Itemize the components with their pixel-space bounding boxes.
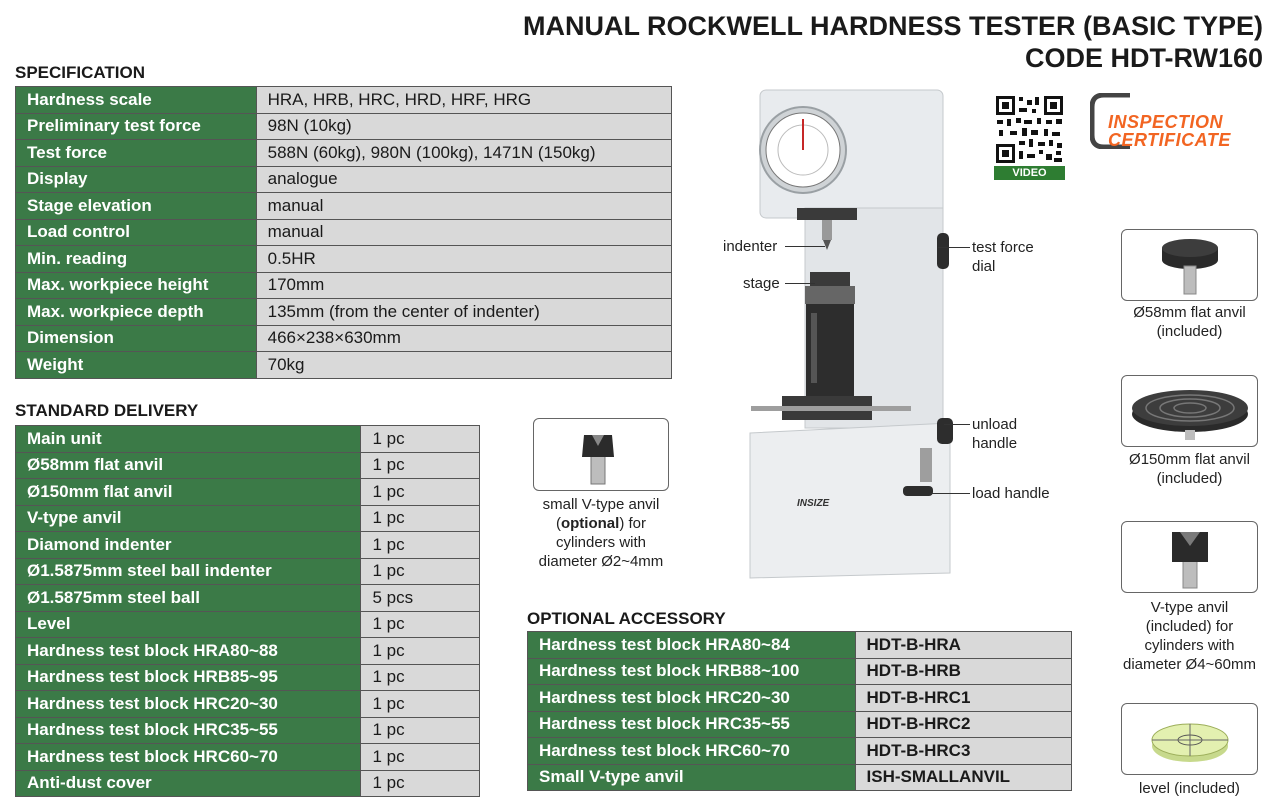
spec-row <box>16 352 672 379</box>
spec-label: Weight <box>16 352 257 379</box>
delivery-row <box>16 585 480 612</box>
flat-anvil-58-line-1: Ø58mm flat anvil <box>1133 304 1246 321</box>
v-type-anvil-line-2: (included) for <box>1145 618 1234 635</box>
test-force-dial-line-1: test force <box>972 239 1034 256</box>
title-line-2: CODE HDT-RW160 <box>1024 43 1263 73</box>
delivery-label: V-type anvil <box>16 505 361 532</box>
v-type-anvil-image <box>1121 521 1258 593</box>
optional-label: Hardness test block HRC20~30 <box>528 685 856 712</box>
video-qr-code[interactable] <box>994 94 1065 180</box>
spec-value: 466×238×630mm <box>256 325 671 352</box>
spec-label: Preliminary test force <box>16 113 257 140</box>
delivery-value: 1 pc <box>361 691 480 718</box>
spec-label: Hardness scale <box>16 87 257 114</box>
flat-anvil-150-line-1: Ø150mm flat anvil <box>1129 451 1250 468</box>
spec-row <box>16 166 672 193</box>
delivery-row <box>16 691 480 718</box>
flat-anvil-58-caption <box>1108 303 1271 341</box>
delivery-value: 1 pc <box>361 426 480 453</box>
optional-row <box>528 685 1072 712</box>
optional-row <box>528 764 1072 791</box>
spec-label: Display <box>16 166 257 193</box>
delivery-value: 1 pc <box>361 479 480 506</box>
delivery-value: 1 pc <box>361 611 480 638</box>
flat-anvil-58-line-2: (included) <box>1156 323 1223 340</box>
small-anvil-line-3: cylinders with <box>555 534 647 551</box>
delivery-label: Main unit <box>16 426 361 453</box>
load-handle-leader-line <box>930 493 970 494</box>
delivery-label: Ø1.5875mm steel ball <box>16 585 361 612</box>
delivery-row <box>16 452 480 479</box>
load-handle-callout: load handle <box>972 485 1050 502</box>
indenter-callout: indenter <box>723 238 778 255</box>
delivery-label: Hardness test block HRA80~88 <box>16 638 361 665</box>
optional-value: HDT-B-HRC3 <box>855 738 1071 765</box>
delivery-value: 1 pc <box>361 744 480 771</box>
spec-row <box>16 325 672 352</box>
spec-value: 170mm <box>256 272 671 299</box>
optional-value: HDT-B-HRB <box>855 658 1071 685</box>
optional-row <box>528 658 1072 685</box>
optional-row <box>528 632 1072 659</box>
indenter-leader-line <box>785 246 825 247</box>
optional-label: Small V-type anvil <box>528 764 856 791</box>
delivery-value: 1 pc <box>361 505 480 532</box>
optional-value: ISH-SMALLANVIL <box>855 764 1071 791</box>
delivery-row <box>16 744 480 771</box>
page-title <box>523 10 1263 74</box>
delivery-row <box>16 479 480 506</box>
flat-anvil-150-image <box>1121 375 1258 447</box>
delivery-row <box>16 505 480 532</box>
delivery-value: 1 pc <box>361 770 480 797</box>
small-anvil-line-2-suffix: for <box>624 515 646 532</box>
optional-accessory-table <box>527 631 1072 791</box>
optional-word: optional <box>560 515 620 532</box>
optional-value: HDT-B-HRA <box>855 632 1071 659</box>
video-label: VIDEO <box>1012 167 1047 179</box>
optional-row <box>528 738 1072 765</box>
delivery-label: Ø58mm flat anvil <box>16 452 361 479</box>
spec-row <box>16 272 672 299</box>
level-caption: level (included) <box>1139 780 1240 797</box>
delivery-label: Ø150mm flat anvil <box>16 479 361 506</box>
spec-value: 98N (10kg) <box>256 113 671 140</box>
delivery-value: 1 pc <box>361 452 480 479</box>
delivery-label: Hardness test block HRC20~30 <box>16 691 361 718</box>
optional-accessory-heading: OPTIONAL ACCESSORY <box>527 609 726 628</box>
certificate-line-1: INSPECTION <box>1108 112 1224 132</box>
optional-label: Hardness test block HRA80~84 <box>528 632 856 659</box>
optional-value: HDT-B-HRC2 <box>855 711 1071 738</box>
optional-value: HDT-B-HRC1 <box>855 685 1071 712</box>
delivery-value: 5 pcs <box>361 585 480 612</box>
delivery-label: Ø1.5875mm steel ball indenter <box>16 558 361 585</box>
spec-label: Min. reading <box>16 246 257 273</box>
test-force-dial-leader-line <box>938 247 970 248</box>
delivery-label: Anti-dust cover <box>16 770 361 797</box>
test-force-dial-line-2: dial <box>972 258 996 275</box>
optional-label: Hardness test block HRB88~100 <box>528 658 856 685</box>
small-anvil-line-2: (optional) for <box>555 515 646 532</box>
delivery-value: 1 pc <box>361 558 480 585</box>
spec-label: Load control <box>16 219 257 246</box>
delivery-value: 1 pc <box>361 664 480 691</box>
spec-label: Max. workpiece height <box>16 272 257 299</box>
unload-handle-leader-line <box>944 424 970 425</box>
spec-value: analogue <box>256 166 671 193</box>
v-type-anvil-line-1: V-type anvil <box>1150 599 1229 616</box>
spec-row <box>16 87 672 114</box>
optional-row <box>528 711 1072 738</box>
delivery-label: Hardness test block HRC35~55 <box>16 717 361 744</box>
delivery-label: Level <box>16 611 361 638</box>
standard-delivery-heading: STANDARD DELIVERY <box>15 401 199 420</box>
small-v-anvil-caption <box>524 495 678 571</box>
spec-value: manual <box>256 193 671 220</box>
optional-label: Hardness test block HRC35~55 <box>528 711 856 738</box>
delivery-label: Hardness test block HRC60~70 <box>16 744 361 771</box>
v-type-anvil-line-3: cylinders with <box>1144 637 1235 654</box>
delivery-row <box>16 532 480 559</box>
delivery-row <box>16 770 480 797</box>
spec-row <box>16 113 672 140</box>
unload-handle-callout <box>972 415 1017 453</box>
spec-label: Stage elevation <box>16 193 257 220</box>
standard-delivery-table <box>15 425 480 797</box>
spec-value: 70kg <box>256 352 671 379</box>
specification-heading: SPECIFICATION <box>15 63 146 82</box>
spec-value: 0.5HR <box>256 246 671 273</box>
spec-row <box>16 246 672 273</box>
spec-value: 135mm (from the center of indenter) <box>256 299 671 326</box>
delivery-row <box>16 664 480 691</box>
delivery-row <box>16 611 480 638</box>
stage-callout: stage <box>743 275 780 292</box>
delivery-value: 1 pc <box>361 532 480 559</box>
spec-value: manual <box>256 219 671 246</box>
spec-row <box>16 299 672 326</box>
small-v-anvil-image <box>533 418 669 491</box>
delivery-label: Hardness test block HRB85~95 <box>16 664 361 691</box>
unload-handle-line-1: unload <box>972 416 1018 433</box>
v-type-anvil-caption <box>1108 598 1271 674</box>
flat-anvil-58-image <box>1121 229 1258 301</box>
spec-row <box>16 219 672 246</box>
spec-row <box>16 193 672 220</box>
spec-value: HRA, HRB, HRC, HRD, HRF, HRG <box>256 87 671 114</box>
level-image <box>1121 703 1258 775</box>
small-anvil-line-4: diameter Ø2~4mm <box>538 553 664 570</box>
inspection-certificate-badge <box>1090 93 1256 149</box>
delivery-row <box>16 717 480 744</box>
v-type-anvil-line-4: diameter Ø4~60mm <box>1123 656 1256 673</box>
optional-label: Hardness test block HRC60~70 <box>528 738 856 765</box>
hardness-tester-image <box>735 88 965 583</box>
small-anvil-line-1: small V-type anvil <box>542 496 660 513</box>
delivery-row <box>16 638 480 665</box>
spec-value: 588N (60kg), 980N (100kg), 1471N (150kg) <box>256 140 671 167</box>
title-line-1: MANUAL ROCKWELL HARDNESS TESTER (BASIC TYPE) <box>522 11 1263 41</box>
specification-table <box>15 86 672 379</box>
spec-label: Dimension <box>16 325 257 352</box>
delivery-row <box>16 426 480 453</box>
spec-label: Max. workpiece depth <box>16 299 257 326</box>
unload-handle-line-2: handle <box>972 435 1018 452</box>
spec-row <box>16 140 672 167</box>
flat-anvil-150-caption <box>1108 450 1271 488</box>
certificate-line-2: CERTIFICATE <box>1108 130 1231 150</box>
test-force-dial-callout <box>972 238 1034 276</box>
stage-leader-line <box>785 283 815 284</box>
delivery-value: 1 pc <box>361 717 480 744</box>
spec-label: Test force <box>16 140 257 167</box>
delivery-row <box>16 558 480 585</box>
delivery-label: Diamond indenter <box>16 532 361 559</box>
delivery-value: 1 pc <box>361 638 480 665</box>
flat-anvil-150-line-2: (included) <box>1156 470 1223 487</box>
brand-label: INSIZE <box>797 498 830 509</box>
